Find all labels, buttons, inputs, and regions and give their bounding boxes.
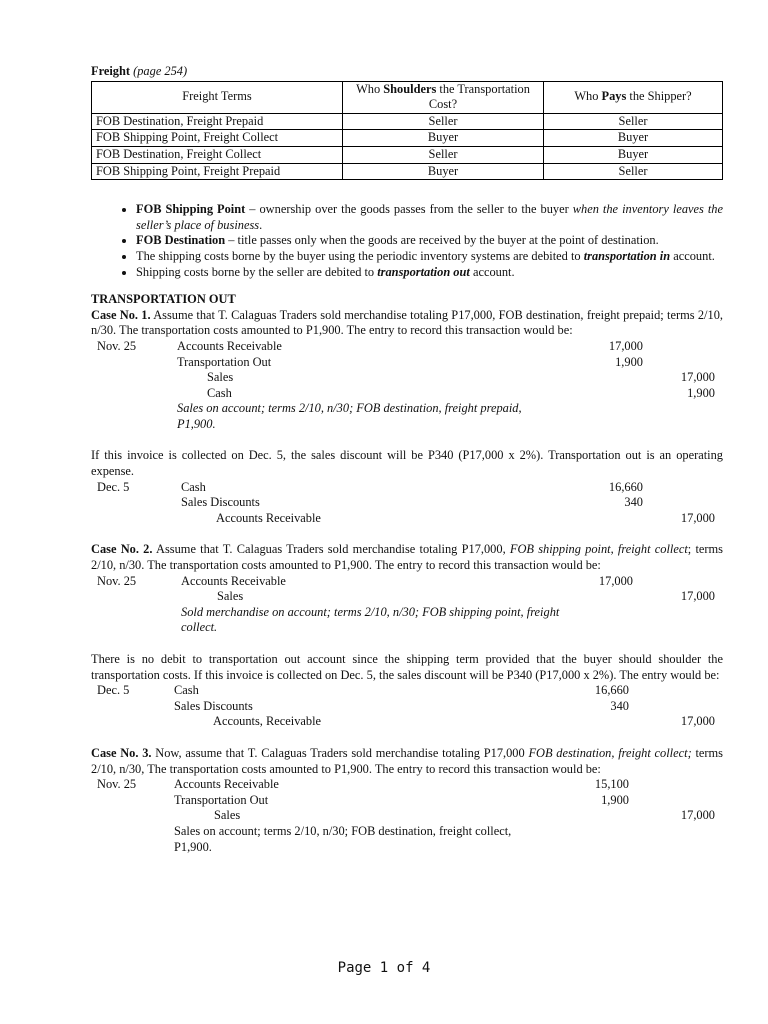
- case1-journal-entry: [91, 339, 723, 433]
- table-row: [92, 130, 723, 147]
- bullet-text: – ownership over the goods passes from the seller to the buyer: [245, 202, 573, 217]
- case2-collection-entry: [91, 683, 723, 730]
- credit-amount: 17,000: [680, 714, 715, 729]
- case1-collection-entry: [91, 480, 723, 527]
- table-row: [92, 163, 723, 180]
- account-name: Transportation Out: [177, 354, 272, 369]
- account-name: Accounts Receivable: [216, 510, 321, 525]
- transportation-out-heading: TRANSPORTATION OUT: [91, 292, 236, 307]
- journal-row: [91, 589, 723, 605]
- list-item: [136, 233, 723, 249]
- journal-row: [91, 793, 723, 809]
- account-name: Cash: [181, 479, 206, 494]
- account-name: Sales Discounts: [181, 495, 260, 510]
- header-text: Who: [574, 89, 602, 104]
- case-label: Case No. 1.: [91, 307, 151, 322]
- account-name: Cash: [207, 385, 232, 400]
- case3-journal-entry: [91, 777, 723, 855]
- journal-row: [91, 683, 723, 699]
- shoulders-cell: Seller: [343, 146, 544, 163]
- entry-date: Nov. 25: [97, 338, 137, 353]
- account-name: Transportation Out: [174, 792, 269, 807]
- account-name: Accounts Receivable: [181, 573, 286, 588]
- header-freight-terms: Freight Terms: [92, 81, 343, 113]
- header-bold: Shoulders: [383, 81, 437, 96]
- shoulders-cell: Buyer: [343, 130, 544, 147]
- account-name: Accounts Receivable: [177, 338, 282, 353]
- account-name: Accounts, Receivable: [213, 714, 322, 729]
- list-item: [136, 265, 723, 281]
- debit-amount: 17,000: [598, 573, 633, 588]
- credit-amount: 17,000: [680, 808, 715, 823]
- bullet-bold-term: FOB Destination: [136, 233, 226, 248]
- debit-amount: 17,000: [608, 338, 643, 353]
- bullet-text: account.: [670, 248, 715, 263]
- case-label: Case No. 3.: [91, 745, 152, 760]
- bullet-text: Shipping costs borne by the seller are debited to: [136, 264, 378, 279]
- debit-amount: 1,900: [601, 792, 629, 807]
- case1-paragraph: [91, 308, 723, 339]
- bullet-bold-term: FOB Shipping Point: [136, 202, 246, 217]
- pays-cell: Buyer: [544, 130, 723, 147]
- journal-row: [91, 480, 723, 496]
- pays-cell: Seller: [544, 113, 723, 130]
- bullet-bold-italic: transportation in: [583, 248, 671, 263]
- debit-amount: 1,900: [615, 354, 643, 369]
- journal-row: [91, 714, 723, 730]
- journal-row: [91, 355, 723, 371]
- entry-memo: Sales on account; terms 2/10, n/30; FOB destination, freight prepaid, P1,900.: [177, 401, 522, 431]
- journal-row: [91, 495, 723, 511]
- bullet-text: The shipping costs borne by the buyer using the periodic inventory systems are debited to: [136, 248, 584, 263]
- entry-date: Dec. 5: [97, 683, 130, 698]
- case-text: Now, assume that T. Calaguas Traders sold merchandise totaling P17,000: [151, 745, 529, 760]
- header-who-pays: [544, 81, 723, 113]
- case2-paragraph: [91, 542, 723, 573]
- freight-term-cell: FOB Shipping Point, Freight Prepaid: [92, 163, 343, 180]
- account-name: Sales: [217, 589, 244, 604]
- header-text: the Shipper?: [626, 89, 692, 104]
- case2-collection-paragraph: There is no debit to transportation out account since the shipping term provided that the buyer should shoulder the transportation costs. If this invoice is collected on Dec. 5, the sales discount will be P340 (P17,000 x 2%). The entry would be:: [91, 652, 723, 682]
- credit-amount: 17,000: [680, 589, 715, 604]
- journal-row: [91, 808, 723, 824]
- header-who-shoulders: [343, 81, 544, 113]
- case-text: Assume that T. Calaguas Traders sold merchandise totaling P17,000,: [152, 542, 510, 557]
- freight-term-cell: FOB Destination, Freight Collect: [92, 146, 343, 163]
- entry-date: Nov. 25: [97, 777, 137, 792]
- credit-amount: 17,000: [680, 370, 715, 385]
- case-italic: FOB destination, freight collect;: [528, 745, 692, 760]
- case-text: terms 2/10, n/30, The transportation costs amounted to P1,900. The entry to record this transaction would be:: [91, 745, 723, 776]
- journal-row: [91, 574, 723, 590]
- account-name: Sales: [207, 370, 234, 385]
- bullet-text: .: [259, 217, 263, 232]
- account-name: Sales Discounts: [174, 698, 253, 713]
- case-text: Assume that T. Calaguas Traders sold merchandise totaling P17,000, FOB destination, freight prepaid; terms 2/10, n/30. The transportation costs amounted to P1,900. The entry to record this transaction would be:: [91, 307, 723, 338]
- account-name: Accounts Receivable: [174, 777, 279, 792]
- account-name: Sales: [214, 808, 241, 823]
- journal-row: [91, 370, 723, 386]
- journal-row: [91, 386, 723, 402]
- document-page: [91, 64, 723, 855]
- entry-memo: Sales on account; terms 2/10, n/30; FOB destination, freight collect, P1,900.: [174, 823, 512, 854]
- case3-paragraph: [91, 746, 723, 777]
- case1-collection-paragraph: If this invoice is collected on Dec. 5, the sales discount will be P340 (P17,000 x 2%). Transportation out is an operating expense.: [91, 448, 723, 479]
- debit-amount: 15,100: [594, 777, 629, 792]
- journal-row: [91, 511, 723, 527]
- debit-amount: 16,660: [608, 479, 643, 494]
- entry-memo: Sold merchandise on account; terms 2/10, n/30; FOB shipping point, freight collect.: [181, 604, 560, 635]
- credit-amount: 1,900: [687, 385, 715, 400]
- pays-cell: Seller: [544, 163, 723, 180]
- entry-date: Dec. 5: [97, 479, 130, 494]
- bullet-bold-italic: transportation out: [377, 264, 470, 279]
- list-item: [136, 202, 723, 233]
- section-title: [91, 64, 723, 80]
- bullet-text: – title passes only when the goods are received by the buyer at the point of destination.: [225, 233, 659, 248]
- page-number-footer: Page 1 of 4: [337, 960, 431, 976]
- bullet-italic: when the inventory leaves the seller’s place of business: [136, 202, 723, 232]
- header-text: Who: [356, 81, 384, 96]
- header-bold: Pays: [601, 89, 627, 104]
- table-row: [92, 113, 723, 130]
- entry-date: Nov. 25: [97, 573, 137, 588]
- table-header-row: [92, 81, 723, 113]
- journal-row: [91, 699, 723, 715]
- freight-title: Freight: [91, 64, 130, 78]
- credit-amount: 17,000: [680, 510, 715, 525]
- debit-amount: 16,660: [594, 683, 629, 698]
- freight-bullet-list: [91, 202, 723, 280]
- case2-journal-entry: [91, 574, 723, 636]
- case-italic: FOB shipping point, freight collect: [509, 542, 688, 557]
- table-row: [92, 146, 723, 163]
- account-name: Cash: [174, 683, 199, 698]
- freight-terms-table: [91, 81, 723, 181]
- shoulders-cell: Seller: [343, 113, 544, 130]
- list-item: [136, 249, 723, 265]
- shoulders-cell: Buyer: [343, 163, 544, 180]
- header-text: the Transportation Cost?: [428, 81, 530, 112]
- journal-row: [91, 777, 723, 793]
- freight-term-cell: FOB Destination, Freight Prepaid: [92, 113, 343, 130]
- bullet-text: account.: [469, 264, 515, 279]
- freight-term-cell: FOB Shipping Point, Freight Collect: [92, 130, 343, 147]
- debit-amount: 340: [624, 495, 643, 510]
- case-label: Case No. 2.: [91, 542, 153, 557]
- debit-amount: 340: [610, 698, 629, 713]
- pays-cell: Buyer: [544, 146, 723, 163]
- case-text: ; terms 2/10, n/30. The transportation costs amounted to P1,900. The entry to record this transaction would be:: [91, 542, 723, 573]
- journal-row: [91, 339, 723, 355]
- page-reference: (page 254): [133, 64, 188, 78]
